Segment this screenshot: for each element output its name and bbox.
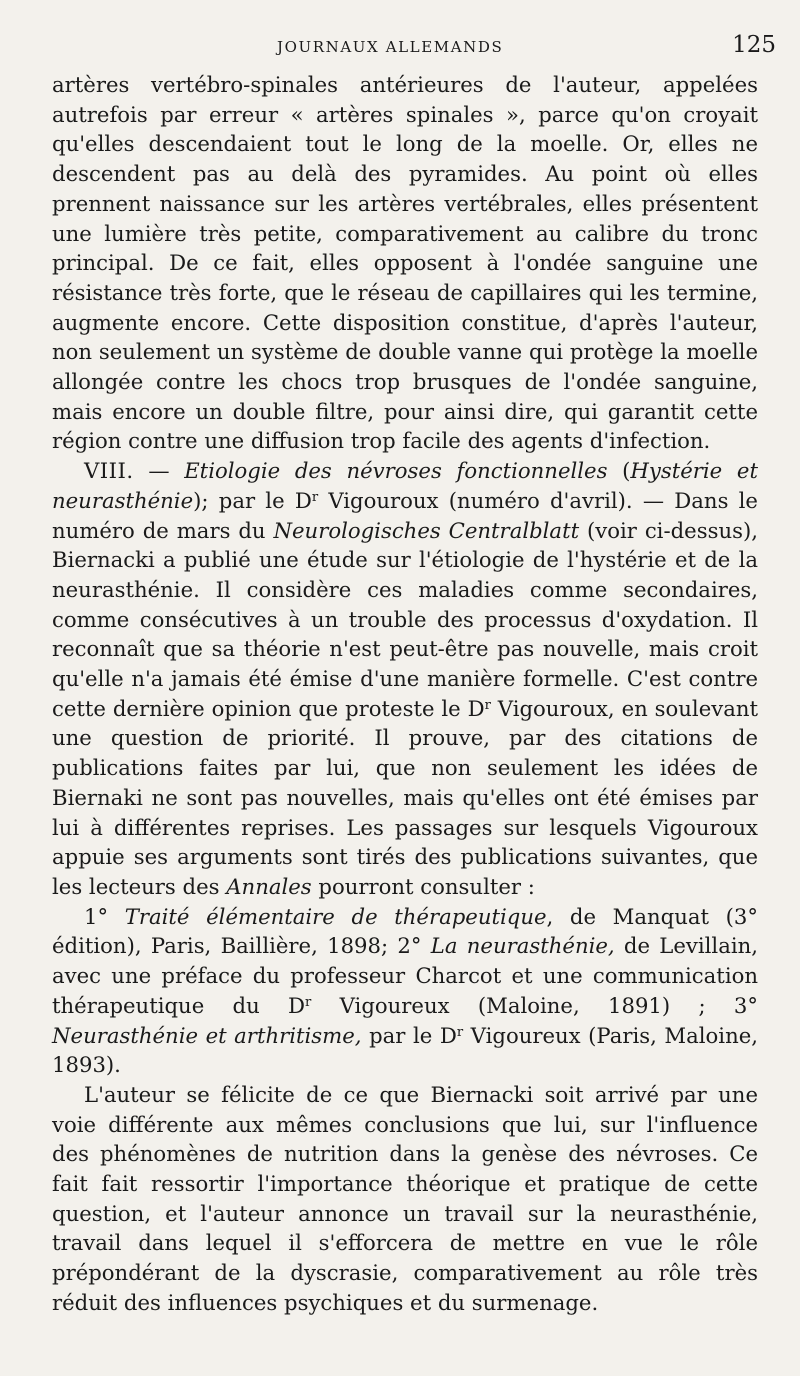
body-text: [52, 70, 758, 1318]
text-run: Vigoureux (Maloine, 1891) ; 3°: [311, 992, 758, 1018]
page-header: [52, 30, 776, 70]
text-run: pourront consulter :: [311, 873, 535, 899]
dash: —: [133, 458, 185, 484]
superscript-r: r: [305, 994, 312, 1010]
paren-open: (: [607, 458, 631, 484]
text-run: , de Manquat (3° édition), Paris, Baillière, 1898; 2°: [52, 903, 758, 959]
text-run: (voir ci-dessus), Biernacki a publié une étude sur l'étiologie de l'hystérie et de la neurasthénie. Il considère ces maladies comme secondaires, comme consécutives à un trouble des processus d'oxydation. Il reconnaît que sa théorie n'est peut-être pas nouvelle, mais croit qu'elle n'a jamais été émise d'une manière formelle. C'est contre cette dernière opinion que proteste le D: [52, 517, 758, 721]
superscript-r: r: [484, 697, 491, 713]
space: [108, 904, 125, 929]
paren-close: );: [193, 487, 209, 513]
section-number: VIII.: [84, 458, 134, 484]
ref-title-3: Neurasthénie et arthritisme,: [52, 1022, 362, 1048]
paragraph-arteres: artères vertébro-spinales antérieures de l'auteur, appelées autrefois par erreur « artères spinales », parce qu'on croyait qu'elles descendaient tout le long de la moelle. Or, elles ne descendent pas au delà des pyramides. Au point où elles prennent naissance sur les artères vertébrales, elles présentent une lumière très petite, comparativement au calibre du tronc principal. De ce fait, elles opposent à l'ondée sanguine une résistance très forte, que le réseau de capillaires qui les termine, augmente encore. Cette disposition constitue, d'après l'auteur, non seulement un système de double vanne qui protège la moelle allongée contre les chocs trop brusques de l'ondée sanguine, mais encore un double filtre, pour ainsi dire, qui garantit cette région contre une diffusion trop facile des agents d'infection.: [52, 72, 758, 454]
ref-title-2: La neurasthénie,: [430, 933, 615, 959]
running-head: JOURNAUX ALLEMANDS: [277, 38, 504, 56]
paragraph-section-viii: [52, 456, 758, 902]
paragraph-conclusion: L'auteur se félicite de ce que Biernacki soit arrivé par une voie différente aux mêmes conclusions que lui, sur l'influence des phénomènes de nutrition dans la genèse des névroses. Ce fait fait ressortir l'importance théorique et pratique de cette question, et l'auteur annonce un travail sur la neurasthénie, travail dans lequel il s'efforcera de mettre en vue le rôle prépondérant de la dyscrasie, comparativement au rôle très réduit des influences psychiques et du surmenage.: [52, 1081, 758, 1315]
article-subtitle: Hystérie et neurasthénie: [52, 458, 758, 513]
text-run: Vigoureux (Paris, Maloine, 1893).: [52, 1022, 758, 1078]
text-run: par le D: [361, 1022, 457, 1048]
paragraph-references: [52, 902, 758, 1080]
ref-number: 1°: [84, 903, 109, 929]
text-run: Vigouroux (numéro d'avril). — Dans le numéro de mars du: [52, 487, 758, 543]
text-run: de Levillain, avec une préface du professeur Charcot et une communication thérapeutique du D: [52, 933, 758, 1018]
journal-title: Annales: [226, 873, 312, 899]
author-prefix: par le D: [208, 487, 312, 513]
superscript-r: r: [456, 1024, 464, 1040]
journal-title: Neurologisches Centralblatt: [273, 517, 580, 543]
article-title: Etiologie des névroses fonctionnelles: [184, 458, 608, 484]
page-number: 125: [732, 32, 776, 58]
text-run: Vigouroux, en soulevant une question de priorité. Il prouve, par des citations de publications faites par lui, que non seulement les idées de Biernaki ne sont pas nouvelles, mais qu'elles ont été émises par lui à différentes reprises. Les passages sur lesquels Vigouroux appuie ses arguments sont tirés des publications suivantes, que les lecteurs des: [52, 695, 758, 899]
superscript-r: r: [311, 489, 319, 505]
ref-title-1: Traité élémentaire de thérapeutique: [124, 903, 547, 929]
